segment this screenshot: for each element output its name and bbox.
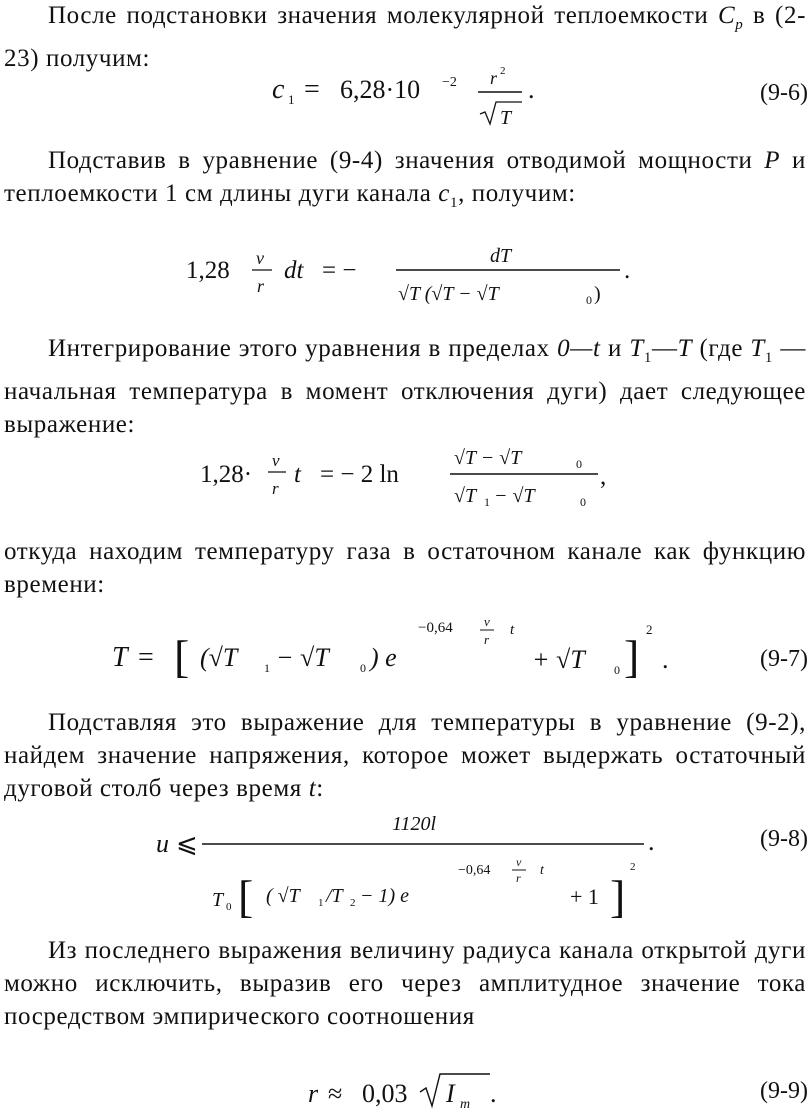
svg-text:0: 0 [580,495,586,509]
svg-text:,: , [600,463,607,490]
svg-text:−0,64: −0,64 [458,863,491,878]
equation-number: (9-6) [760,80,808,106]
svg-text:− 1) e: − 1) e [360,885,410,907]
svg-text:/T: /T [326,885,343,907]
svg-text:2: 2 [500,65,506,77]
svg-text:dt: dt [284,257,304,284]
svg-text:): ) [594,283,601,305]
equation-9-9 [0,1068,812,1114]
svg-text:⩽: ⩽ [176,829,198,858]
svg-text:.: . [490,1079,497,1108]
svg-text:T: T [212,889,224,911]
svg-text:[: [ [238,871,254,922]
svg-text:0: 0 [226,901,232,913]
svg-text:t: t [510,622,515,638]
svg-text:r: r [490,68,498,88]
svg-text:.: . [528,75,535,104]
svg-text:t: t [294,461,301,488]
svg-text:0: 0 [586,293,592,307]
svg-text:m: m [460,1097,471,1112]
svg-text:6,28·10: 6,28·10 [340,75,421,104]
svg-text:T: T [500,107,512,129]
paragraph-5: Подставляя это выражение для температуры в уравнение (9-2), найдем значение напряжения, которое может выдержать остаточный дуговой столб через время t: [4,709,806,802]
svg-text:=: = [138,642,154,673]
svg-text:−0,64: −0,64 [418,620,453,636]
svg-text:r: r [484,632,490,647]
svg-text:r: r [257,276,265,296]
svg-text:c: c [272,74,285,105]
svg-text:u: u [156,829,169,858]
svg-text:1: 1 [318,897,324,909]
equation-number: (9-9) [760,1078,808,1104]
svg-text:+ 1: + 1 [570,884,599,909]
svg-text:√T − √T: √T − √T [454,447,522,469]
svg-text:1,28: 1,28 [186,257,230,284]
equation-9-8 [0,806,812,930]
svg-text:1: 1 [484,495,490,509]
svg-text:− √T: − √T [276,643,329,672]
svg-text:dT: dT [490,245,512,267]
svg-text:.: . [662,645,669,674]
svg-text:= −: = − [322,257,357,284]
svg-text:0: 0 [576,457,582,471]
paragraph-3: Интегрирование этого уравнения в пределах 0—t и $T_1—T$ (где $T_1$ — начальная температура в момент отключения дуги) дает следующее выражение: [4,335,807,438]
svg-text:0: 0 [614,663,620,677]
svg-text:T: T [112,642,128,673]
svg-text:(√T: (√T [200,643,238,672]
svg-text:+ √T: + √T [532,645,585,674]
svg-text:v: v [256,248,264,268]
paragraph-6: Из последнего выражения величину радиуса канала открытой дуги можно исключить, выразив его через амплитудное значение тока посредством эмпирического соотношения [4,937,806,1030]
svg-text:√T: √T [454,485,477,507]
equation-integrated [0,438,812,514]
svg-text:]: ] [624,631,640,682]
svg-text:1: 1 [288,92,295,107]
equation-number: (9-8) [760,826,808,852]
svg-text:v: v [484,614,490,629]
svg-text:.: . [624,257,631,284]
equation-number: (9-7) [760,646,808,672]
svg-text:1120l: 1120l [392,813,437,835]
svg-text:( √T: ( √T [266,885,300,907]
svg-text:r: r [272,479,279,498]
svg-text:v: v [516,855,522,869]
svg-text:.: . [648,827,655,856]
svg-text:=: = [304,74,320,105]
paragraph-4: откуда находим температуру газа в остаточном канале как функцию времени: [4,538,806,598]
svg-text:≈: ≈ [328,1079,343,1108]
svg-text:I: I [446,1079,455,1108]
svg-text:1,28·: 1,28· [200,461,253,488]
svg-text:[: [ [174,631,190,682]
paragraph-1: После подстановки значения молекулярной теплоемкости $C_p$ в (2-23) получим: [4,2,806,72]
svg-text:v: v [272,451,280,470]
svg-text:2: 2 [630,861,636,873]
svg-text:2: 2 [646,622,653,637]
svg-text:− √T: − √T [494,485,535,507]
svg-text:0,03: 0,03 [362,1079,408,1108]
svg-text:]: ] [610,871,626,922]
svg-text:1: 1 [264,661,270,675]
svg-text:√T (√T − √T: √T (√T − √T [398,283,499,305]
svg-text:r: r [516,871,521,885]
svg-text:t: t [540,863,544,878]
svg-text:2: 2 [350,897,356,909]
svg-text:= − 2 ln: = − 2 ln [320,461,399,488]
svg-text:0: 0 [360,661,366,675]
svg-text:−2: −2 [442,75,457,90]
svg-text:r: r [308,1079,319,1108]
equation-9-7 [0,610,812,690]
equation-9-6 [0,62,812,132]
equation-differential [0,240,812,310]
paragraph-2: Подставив в уравнение (9-4) значения отводимой мощности P и теплоемкости 1 см длины дуги канала $c_1$, получим: [4,147,806,211]
svg-text:) e: ) e [370,643,397,672]
